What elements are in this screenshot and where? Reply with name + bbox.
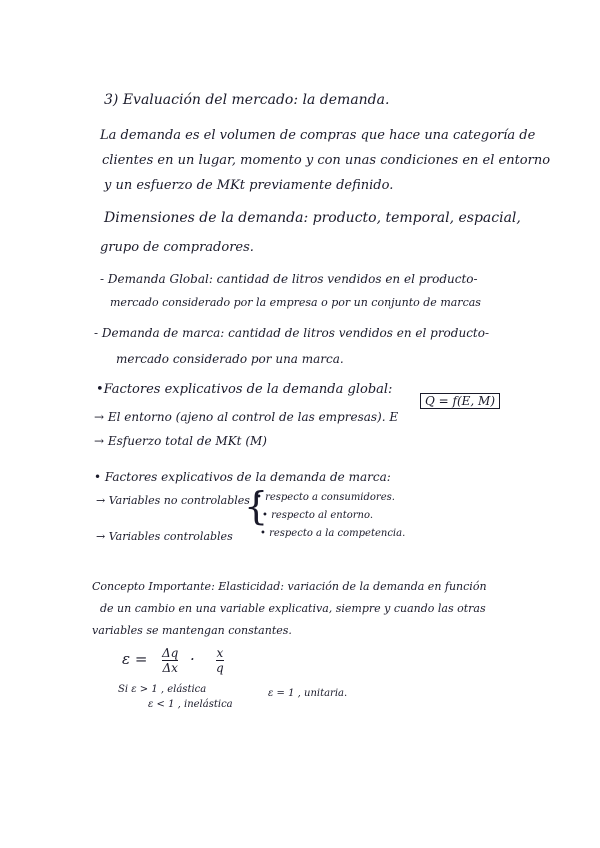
global-demand-line-2: mercado considerado por la empresa o por un conjunto de marcas (110, 296, 481, 309)
condition-unitary: ε = 1 , unitaria. (268, 688, 348, 699)
dimensions-line-1: Dimensiones de la demanda: producto, temporal, espacial, (104, 210, 521, 226)
sub-item-competition: • respecto a la competencia. (260, 528, 406, 539)
global-factor-mkt-effort: → Esfuerzo total de MKt (M) (94, 434, 267, 448)
elasticity-line-2: de un cambio en una variable explicativa, siempre y cuando las otras (100, 602, 486, 615)
fraction-ratio-denominator: q (216, 661, 224, 675)
controllable-variables: → Variables controlables (96, 530, 233, 543)
fraction-ratio (216, 646, 224, 675)
fraction-ratio-numerator: x (216, 646, 224, 660)
demand-formula: Q = f(E, M) (420, 393, 500, 409)
brace: { (244, 484, 269, 528)
brand-factors-heading: • Factores explicativos de la demanda de marca: (94, 470, 391, 484)
multiply-dot: · (190, 650, 195, 668)
uncontrollable-variables: → Variables no controlables (96, 494, 250, 507)
sub-item-consumers: • respecto a consumidores. (256, 492, 395, 503)
sub-item-environment: • respecto al entorno. (262, 510, 374, 521)
brand-demand-line-2: mercado considerado por una marca. (116, 352, 344, 366)
global-factors-heading: •Factores explicativos de la demanda global: (96, 382, 393, 397)
brand-demand-line-1: - Demanda de marca: cantidad de litros vendidos en el producto- (94, 326, 490, 340)
fraction-delta-denominator: Δx (162, 661, 178, 675)
section-title: 3) Evaluación del mercado: la demanda. (104, 92, 390, 108)
fraction-delta-numerator: Δq (162, 646, 179, 660)
dimensions-line-2: grupo de compradores. (100, 240, 254, 255)
fraction-delta (162, 646, 178, 675)
definition-line-2: clientes en un lugar, momento y con unas condiciones en el entorno (102, 153, 551, 168)
definition-line-1: La demanda es el volumen de compras que hace una categoría de (100, 128, 536, 143)
elasticity-formula-lhs: ε = (122, 650, 148, 668)
definition-line-3: y un esfuerzo de MKt previamente definido. (104, 178, 394, 193)
condition-inelastic: ε < 1 , inelástica (148, 699, 233, 710)
elasticity-line-1: Concepto Importante: Elasticidad: variación de la demanda en función (92, 580, 487, 593)
condition-elastic: Si ε > 1 , elástica (118, 684, 207, 695)
global-factor-environment: → El entorno (ajeno al control de las empresas). E (94, 410, 399, 424)
global-demand-line-1: - Demanda Global: cantidad de litros vendidos en el producto- (100, 272, 478, 286)
elasticity-line-3: variables se mantengan constantes. (92, 624, 292, 637)
